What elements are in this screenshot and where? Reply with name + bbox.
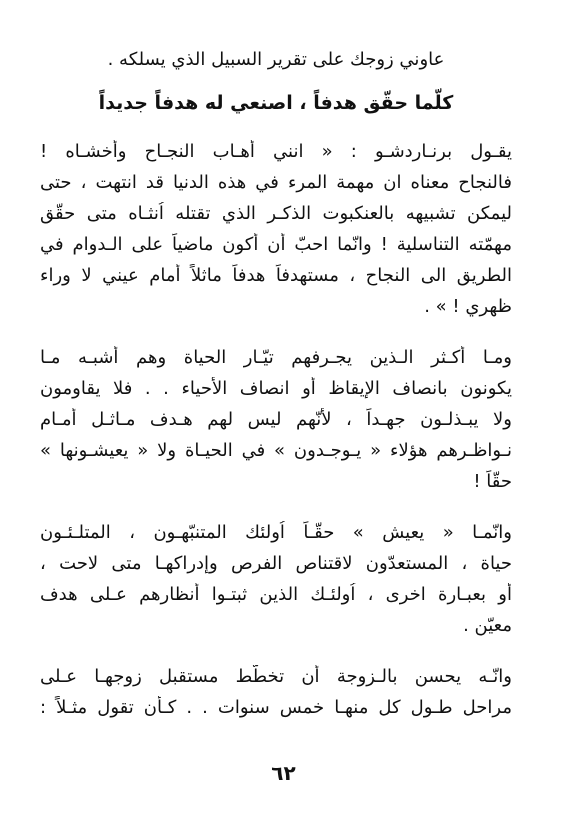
text-line: نـواظـرهم هؤلاء « يـوجـدون » في الحيـاة ولا « يعيشـونها » [40,440,512,461]
text-line: ظهري ! » . [424,296,512,317]
continued-line: عاوني زوجك على تقرير السبيل الذي يسلكه . [107,49,445,70]
section-heading: كلّما حقّق هدفاً ، اصنعي له هدفاً جديداً [98,92,454,114]
text-line: وانّـه يحسن بالـزوجة أن تخطّط مستقبل زوجهـا عـلى [40,666,512,687]
text-line: حقّاً ! [473,471,512,492]
text-line: ولا يبـذلـون جهـداً ، لأنّهم ليس لهم هـدف مـاثـل أمـام [40,409,512,430]
text-line: مهمّته التناسلية ! وانّما احبّ أن أكون ماضياً على الـدوام في [40,234,512,255]
text-line: حياة ، المستعدّون لاقتناص الفرص وإدراكهـا متى لاحت ، [40,553,512,574]
text-line: الطريق الى النجاح ، مستهدفاً هدفاً ماثلاً أمام عيني لا وراء [40,265,512,286]
text-line: ومـا أكـثر الـذين يجـرفهم تيّـار الحياة وهم أشبـه مـا [40,347,512,368]
text-line: يكونون بانصاف الإيقاظ أو انصاف الأحياء . . فلا يقاومون [40,378,512,399]
text-line: مراحل طـول كل منهـا خمس سنوات . . كـأن تقول مثـلاً : [40,697,512,718]
page-number: ٦٢ [271,761,296,785]
text-line: فالنجاح معناه ان مهمة المرء في هذه الدنيا قد انتهت ، حتى [40,172,512,193]
text-line: ليمكن تشبيهه بالعنكبوت الذكـر الذي تقتله اُنثـاه متى حقّق [40,203,512,224]
text-line: أو بعبـارة اخرى ، اُولئـك الذين ثبتـوا أنظارهم عـلى هدف [40,584,512,605]
text-line: وانّمـا « يعيش » حقّـاً اُولئك المتنبّهـون ، المتلـئـون [40,522,512,543]
text-line: يقـول برنـاردشـو : « انني أهـاب النجـاح وأخشـاه ! [40,141,512,162]
text-line: معيّن . [463,615,512,636]
